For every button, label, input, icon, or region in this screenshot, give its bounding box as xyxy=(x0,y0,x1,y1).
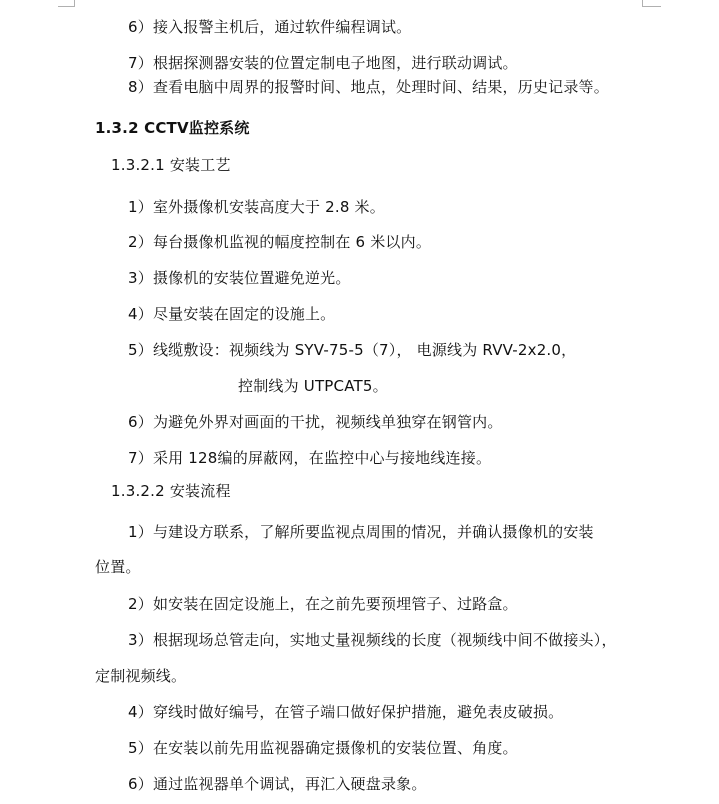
list-item-continuation: 位置。 xyxy=(95,558,141,576)
list-item: 1）与建设方联系，了解所要监视点周围的情况，并确认摄像机的安装 xyxy=(128,523,594,541)
list-item: 4）尽量安装在固定的设施上。 xyxy=(128,305,336,323)
list-item: 6）接入报警主机后，通过软件编程调试。 xyxy=(128,18,412,36)
list-item: 6）通过监视器单个调试，再汇入硬盘录象。 xyxy=(128,775,427,793)
crop-mark-left-v xyxy=(74,0,75,7)
list-item: 7）采用 128编的屏蔽网，在监控中心与接地线连接。 xyxy=(128,449,492,467)
list-item: 3）摄像机的安装位置避免逆光。 xyxy=(128,269,351,287)
section-heading: 1.3.2 CCTV监控系统 xyxy=(95,119,250,137)
list-item: 2）如安装在固定设施上，在之前先要预埋管子、过路盒。 xyxy=(128,595,518,613)
crop-mark-right-h xyxy=(642,6,661,7)
list-item: 4）穿线时做好编号，在管子端口做好保护措施，避免表皮破损。 xyxy=(128,703,564,721)
crop-mark-left-h xyxy=(58,6,75,7)
list-item: 2）每台摄像机监视的幅度控制在 6 米以内。 xyxy=(128,233,432,251)
subsection-title: 1.3.2.2 安装流程 xyxy=(111,482,231,500)
crop-mark-right-v xyxy=(642,0,643,7)
list-item: 8）查看电脑中周界的报警时间、地点，处理时间、结果，历史记录等。 xyxy=(128,78,609,96)
list-item: 5）线缆敷设：视频线为 SYV-75-5（7）， 电源线为 RVV-2x2.0， xyxy=(128,341,577,359)
list-item: 5）在安装以前先用监视器确定摄像机的安装位置、角度。 xyxy=(128,739,518,757)
list-item-continuation: 定制视频线。 xyxy=(95,667,187,685)
list-item: 3）根据现场总管走向，实地丈量视频线的长度（视频线中间不做接头）， xyxy=(128,631,617,649)
list-item: 1）室外摄像机安装高度大于 2.8 米。 xyxy=(128,198,385,216)
list-item: 7）根据探测器安装的位置定制电子地图，进行联动调试。 xyxy=(128,54,518,72)
list-item-continuation: 控制线为 UTPCAT5。 xyxy=(238,377,388,395)
list-item: 6）为避免外界对画面的干扰，视频线单独穿在钢管内。 xyxy=(128,413,503,431)
subsection-title: 1.3.2.1 安装工艺 xyxy=(111,156,231,174)
